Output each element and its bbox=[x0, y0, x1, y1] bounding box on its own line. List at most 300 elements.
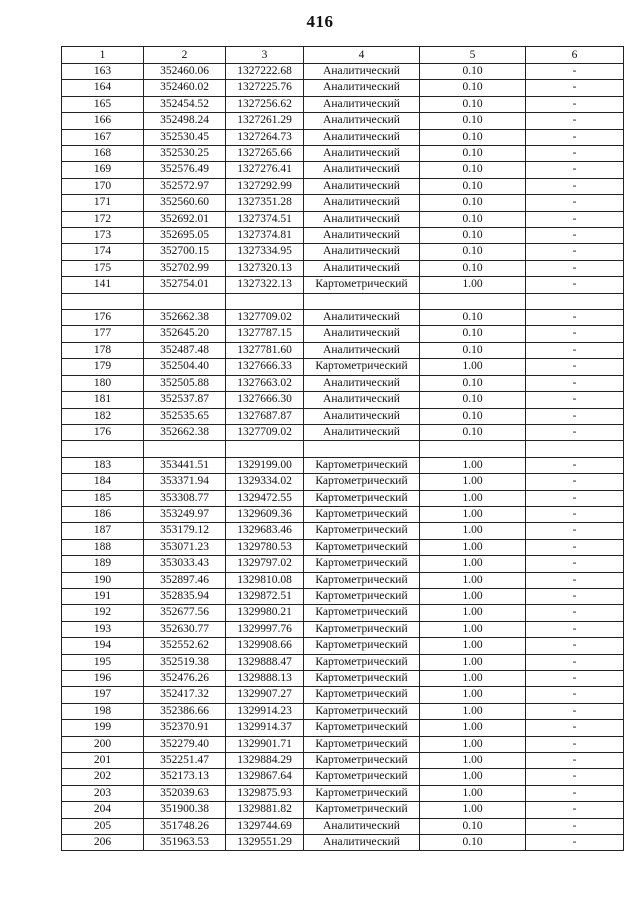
y-coordinate-cell: 1329744.69 bbox=[226, 818, 304, 834]
note-cell: - bbox=[526, 277, 624, 293]
point-number-cell: 192 bbox=[62, 605, 144, 621]
table-row bbox=[62, 195, 624, 211]
accuracy-cell: 1.00 bbox=[420, 556, 526, 572]
note-cell: - bbox=[526, 736, 624, 752]
y-coordinate-cell: 1327666.33 bbox=[226, 359, 304, 375]
table-row bbox=[62, 671, 624, 687]
note-cell bbox=[526, 293, 624, 309]
y-coordinate-cell: 1327264.73 bbox=[226, 129, 304, 145]
table-row bbox=[62, 408, 624, 424]
y-coordinate-cell: 1329472.55 bbox=[226, 490, 304, 506]
note-cell: - bbox=[526, 572, 624, 588]
note-cell: - bbox=[526, 703, 624, 719]
point-number-cell: 171 bbox=[62, 195, 144, 211]
method-cell: Аналитический bbox=[304, 424, 420, 440]
table-row bbox=[62, 129, 624, 145]
note-cell: - bbox=[526, 392, 624, 408]
method-cell: Картометрический bbox=[304, 802, 420, 818]
x-coordinate-cell: 352576.49 bbox=[144, 162, 226, 178]
x-coordinate-cell: 351748.26 bbox=[144, 818, 226, 834]
x-coordinate-cell: 352692.01 bbox=[144, 211, 226, 227]
point-number-cell: 183 bbox=[62, 457, 144, 473]
column-header: 5 bbox=[420, 47, 526, 64]
y-coordinate-cell: 1327265.66 bbox=[226, 146, 304, 162]
y-coordinate-cell: 1327663.02 bbox=[226, 375, 304, 391]
table-row bbox=[62, 474, 624, 490]
table-row bbox=[62, 146, 624, 162]
y-coordinate-cell: 1327334.95 bbox=[226, 244, 304, 260]
y-coordinate-cell: 1329875.93 bbox=[226, 785, 304, 801]
method-cell: Аналитический bbox=[304, 113, 420, 129]
table-row bbox=[62, 835, 624, 851]
note-cell: - bbox=[526, 621, 624, 637]
note-cell: - bbox=[526, 80, 624, 96]
accuracy-cell: 0.10 bbox=[420, 310, 526, 326]
note-cell: - bbox=[526, 769, 624, 785]
point-number-cell: 182 bbox=[62, 408, 144, 424]
x-coordinate-cell: 352702.99 bbox=[144, 260, 226, 276]
method-cell: Аналитический bbox=[304, 835, 420, 851]
table-row bbox=[62, 260, 624, 276]
point-number-cell: 190 bbox=[62, 572, 144, 588]
method-cell: Аналитический bbox=[304, 392, 420, 408]
accuracy-cell: 0.10 bbox=[420, 211, 526, 227]
point-number-cell: 193 bbox=[62, 621, 144, 637]
table-row bbox=[62, 654, 624, 670]
y-coordinate-cell: 1327256.62 bbox=[226, 96, 304, 112]
table-row bbox=[62, 424, 624, 440]
method-cell: Аналитический bbox=[304, 96, 420, 112]
x-coordinate-cell: 352173.13 bbox=[144, 769, 226, 785]
point-number-cell: 202 bbox=[62, 769, 144, 785]
y-coordinate-cell: 1329908.66 bbox=[226, 638, 304, 654]
x-coordinate-cell: 352835.94 bbox=[144, 588, 226, 604]
note-cell: - bbox=[526, 638, 624, 654]
table-row bbox=[62, 80, 624, 96]
note-cell: - bbox=[526, 818, 624, 834]
y-coordinate-cell: 1329884.29 bbox=[226, 753, 304, 769]
accuracy-cell: 0.10 bbox=[420, 244, 526, 260]
column-header: 1 bbox=[62, 47, 144, 64]
point-number-cell: 177 bbox=[62, 326, 144, 342]
method-cell: Аналитический bbox=[304, 310, 420, 326]
y-coordinate-cell: 1327225.76 bbox=[226, 80, 304, 96]
method-cell: Картометрический bbox=[304, 638, 420, 654]
table-row bbox=[62, 572, 624, 588]
accuracy-cell: 1.00 bbox=[420, 753, 526, 769]
point-number-cell: 201 bbox=[62, 753, 144, 769]
method-cell: Аналитический bbox=[304, 211, 420, 227]
accuracy-cell: 0.10 bbox=[420, 178, 526, 194]
y-coordinate-cell: 1327787.15 bbox=[226, 326, 304, 342]
point-number-cell: 191 bbox=[62, 588, 144, 604]
point-number-cell: 200 bbox=[62, 736, 144, 752]
table-row bbox=[62, 64, 624, 80]
method-cell: Аналитический bbox=[304, 326, 420, 342]
accuracy-cell: 0.10 bbox=[420, 424, 526, 440]
point-number-cell: 180 bbox=[62, 375, 144, 391]
method-cell: Картометрический bbox=[304, 687, 420, 703]
method-cell: Картометрический bbox=[304, 621, 420, 637]
note-cell: - bbox=[526, 375, 624, 391]
x-coordinate-cell: 353441.51 bbox=[144, 457, 226, 473]
note-cell: - bbox=[526, 342, 624, 358]
y-coordinate-cell: 1329683.46 bbox=[226, 523, 304, 539]
method-cell: Картометрический bbox=[304, 457, 420, 473]
note-cell: - bbox=[526, 408, 624, 424]
method-cell: Картометрический bbox=[304, 654, 420, 670]
y-coordinate-cell: 1327222.68 bbox=[226, 64, 304, 80]
header-row bbox=[62, 47, 624, 64]
note-cell: - bbox=[526, 129, 624, 145]
accuracy-cell bbox=[420, 441, 526, 457]
method-cell: Картометрический bbox=[304, 539, 420, 555]
point-number-cell: 176 bbox=[62, 310, 144, 326]
x-coordinate-cell: 352487.48 bbox=[144, 342, 226, 358]
accuracy-cell: 0.10 bbox=[420, 342, 526, 358]
table-row bbox=[62, 244, 624, 260]
table-row bbox=[62, 506, 624, 522]
point-number-cell: 203 bbox=[62, 785, 144, 801]
table-row bbox=[62, 178, 624, 194]
note-cell: - bbox=[526, 490, 624, 506]
method-cell: Аналитический bbox=[304, 64, 420, 80]
table-row bbox=[62, 703, 624, 719]
table-row bbox=[62, 211, 624, 227]
point-number-cell: 188 bbox=[62, 539, 144, 555]
table-row bbox=[62, 310, 624, 326]
point-number-cell: 199 bbox=[62, 720, 144, 736]
table-row bbox=[62, 769, 624, 785]
coordinates-table bbox=[61, 46, 624, 851]
x-coordinate-cell: 353033.43 bbox=[144, 556, 226, 572]
accuracy-cell: 1.00 bbox=[420, 359, 526, 375]
point-number-cell: 175 bbox=[62, 260, 144, 276]
method-cell: Картометрический bbox=[304, 572, 420, 588]
method-cell: Аналитический bbox=[304, 178, 420, 194]
accuracy-cell: 1.00 bbox=[420, 736, 526, 752]
table-header bbox=[62, 47, 624, 64]
x-coordinate-cell: 352454.52 bbox=[144, 96, 226, 112]
note-cell bbox=[526, 441, 624, 457]
accuracy-cell: 0.10 bbox=[420, 113, 526, 129]
accuracy-cell: 0.10 bbox=[420, 96, 526, 112]
point-number-cell: 176 bbox=[62, 424, 144, 440]
y-coordinate-cell: 1327351.28 bbox=[226, 195, 304, 211]
point-number-cell: 196 bbox=[62, 671, 144, 687]
x-coordinate-cell: 352572.97 bbox=[144, 178, 226, 194]
y-coordinate-cell: 1329609.36 bbox=[226, 506, 304, 522]
note-cell: - bbox=[526, 720, 624, 736]
method-cell: Картометрический bbox=[304, 671, 420, 687]
point-number-cell: 170 bbox=[62, 178, 144, 194]
method-cell: Аналитический bbox=[304, 162, 420, 178]
x-coordinate-cell: 352530.25 bbox=[144, 146, 226, 162]
x-coordinate-cell: 352460.02 bbox=[144, 80, 226, 96]
y-coordinate-cell: 1329914.37 bbox=[226, 720, 304, 736]
note-cell: - bbox=[526, 687, 624, 703]
accuracy-cell: 0.10 bbox=[420, 80, 526, 96]
note-cell: - bbox=[526, 195, 624, 211]
y-coordinate-cell: 1329199.00 bbox=[226, 457, 304, 473]
y-coordinate-cell: 1329867.64 bbox=[226, 769, 304, 785]
y-coordinate-cell: 1327320.13 bbox=[226, 260, 304, 276]
table-row bbox=[62, 539, 624, 555]
y-coordinate-cell: 1327322.13 bbox=[226, 277, 304, 293]
accuracy-cell: 1.00 bbox=[420, 539, 526, 555]
table-row bbox=[62, 556, 624, 572]
y-coordinate-cell bbox=[226, 441, 304, 457]
note-cell: - bbox=[526, 753, 624, 769]
y-coordinate-cell: 1329551.29 bbox=[226, 835, 304, 851]
x-coordinate-cell: 352417.32 bbox=[144, 687, 226, 703]
note-cell: - bbox=[526, 605, 624, 621]
method-cell bbox=[304, 441, 420, 457]
accuracy-cell: 0.10 bbox=[420, 835, 526, 851]
method-cell: Картометрический bbox=[304, 588, 420, 604]
point-number-cell: 189 bbox=[62, 556, 144, 572]
table-body bbox=[62, 64, 624, 851]
y-coordinate-cell: 1329780.53 bbox=[226, 539, 304, 555]
accuracy-cell: 1.00 bbox=[420, 490, 526, 506]
y-coordinate-cell: 1329881.82 bbox=[226, 802, 304, 818]
y-coordinate-cell: 1327276.41 bbox=[226, 162, 304, 178]
table-row bbox=[62, 638, 624, 654]
table-row bbox=[62, 326, 624, 342]
note-cell: - bbox=[526, 539, 624, 555]
point-number-cell: 195 bbox=[62, 654, 144, 670]
y-coordinate-cell: 1329914.23 bbox=[226, 703, 304, 719]
note-cell: - bbox=[526, 802, 624, 818]
note-cell: - bbox=[526, 474, 624, 490]
point-number-cell: 186 bbox=[62, 506, 144, 522]
accuracy-cell: 1.00 bbox=[420, 785, 526, 801]
y-coordinate-cell: 1329888.13 bbox=[226, 671, 304, 687]
note-cell: - bbox=[526, 113, 624, 129]
note-cell: - bbox=[526, 785, 624, 801]
x-coordinate-cell bbox=[144, 441, 226, 457]
x-coordinate-cell: 353179.12 bbox=[144, 523, 226, 539]
accuracy-cell: 1.00 bbox=[420, 457, 526, 473]
point-number-cell: 198 bbox=[62, 703, 144, 719]
accuracy-cell: 0.10 bbox=[420, 260, 526, 276]
accuracy-cell: 1.00 bbox=[420, 621, 526, 637]
y-coordinate-cell: 1329872.51 bbox=[226, 588, 304, 604]
table-row bbox=[62, 605, 624, 621]
x-coordinate-cell: 352535.65 bbox=[144, 408, 226, 424]
accuracy-cell: 0.10 bbox=[420, 392, 526, 408]
point-number-cell: 141 bbox=[62, 277, 144, 293]
point-number-cell: 179 bbox=[62, 359, 144, 375]
table-row bbox=[62, 293, 624, 309]
accuracy-cell: 1.00 bbox=[420, 588, 526, 604]
y-coordinate-cell: 1327709.02 bbox=[226, 310, 304, 326]
note-cell: - bbox=[526, 326, 624, 342]
x-coordinate-cell: 352662.38 bbox=[144, 424, 226, 440]
accuracy-cell: 1.00 bbox=[420, 277, 526, 293]
accuracy-cell: 1.00 bbox=[420, 687, 526, 703]
x-coordinate-cell: 352476.26 bbox=[144, 671, 226, 687]
method-cell: Аналитический bbox=[304, 342, 420, 358]
point-number-cell: 163 bbox=[62, 64, 144, 80]
x-coordinate-cell: 352505.88 bbox=[144, 375, 226, 391]
accuracy-cell: 1.00 bbox=[420, 572, 526, 588]
x-coordinate-cell: 352552.62 bbox=[144, 638, 226, 654]
x-coordinate-cell: 352695.05 bbox=[144, 228, 226, 244]
table-row bbox=[62, 342, 624, 358]
method-cell: Картометрический bbox=[304, 359, 420, 375]
note-cell: - bbox=[526, 96, 624, 112]
point-number-cell: 167 bbox=[62, 129, 144, 145]
note-cell: - bbox=[526, 146, 624, 162]
point-number-cell: 178 bbox=[62, 342, 144, 358]
x-coordinate-cell: 352897.46 bbox=[144, 572, 226, 588]
point-number-cell: 166 bbox=[62, 113, 144, 129]
method-cell: Картометрический bbox=[304, 703, 420, 719]
point-number-cell: 187 bbox=[62, 523, 144, 539]
y-coordinate-cell: 1327261.29 bbox=[226, 113, 304, 129]
x-coordinate-cell: 352677.56 bbox=[144, 605, 226, 621]
point-number-cell: 206 bbox=[62, 835, 144, 851]
point-number-cell: 173 bbox=[62, 228, 144, 244]
accuracy-cell: 1.00 bbox=[420, 506, 526, 522]
x-coordinate-cell: 352386.66 bbox=[144, 703, 226, 719]
y-coordinate-cell: 1327666.30 bbox=[226, 392, 304, 408]
x-coordinate-cell: 351900.38 bbox=[144, 802, 226, 818]
accuracy-cell: 0.10 bbox=[420, 818, 526, 834]
table-row bbox=[62, 441, 624, 457]
point-number-cell: 168 bbox=[62, 146, 144, 162]
table-row bbox=[62, 359, 624, 375]
method-cell: Аналитический bbox=[304, 146, 420, 162]
method-cell: Картометрический bbox=[304, 490, 420, 506]
x-coordinate-cell: 352630.77 bbox=[144, 621, 226, 637]
point-number-cell bbox=[62, 293, 144, 309]
method-cell: Картометрический bbox=[304, 556, 420, 572]
accuracy-cell: 1.00 bbox=[420, 474, 526, 490]
note-cell: - bbox=[526, 556, 624, 572]
x-coordinate-cell: 352537.87 bbox=[144, 392, 226, 408]
y-coordinate-cell: 1329888.47 bbox=[226, 654, 304, 670]
x-coordinate-cell: 352754.01 bbox=[144, 277, 226, 293]
y-coordinate-cell: 1329907.27 bbox=[226, 687, 304, 703]
note-cell: - bbox=[526, 178, 624, 194]
method-cell: Картометрический bbox=[304, 506, 420, 522]
table-row bbox=[62, 720, 624, 736]
table-row bbox=[62, 523, 624, 539]
point-number-cell bbox=[62, 441, 144, 457]
table-row bbox=[62, 162, 624, 178]
y-coordinate-cell bbox=[226, 293, 304, 309]
note-cell: - bbox=[526, 654, 624, 670]
accuracy-cell: 0.10 bbox=[420, 146, 526, 162]
table-row bbox=[62, 736, 624, 752]
y-coordinate-cell: 1327781.60 bbox=[226, 342, 304, 358]
note-cell: - bbox=[526, 64, 624, 80]
accuracy-cell: 1.00 bbox=[420, 703, 526, 719]
y-coordinate-cell: 1329810.08 bbox=[226, 572, 304, 588]
y-coordinate-cell: 1327292.99 bbox=[226, 178, 304, 194]
method-cell: Картометрический bbox=[304, 523, 420, 539]
point-number-cell: 169 bbox=[62, 162, 144, 178]
x-coordinate-cell: 352700.15 bbox=[144, 244, 226, 260]
accuracy-cell: 1.00 bbox=[420, 671, 526, 687]
y-coordinate-cell: 1327374.81 bbox=[226, 228, 304, 244]
point-number-cell: 185 bbox=[62, 490, 144, 506]
y-coordinate-cell: 1329997.76 bbox=[226, 621, 304, 637]
method-cell: Аналитический bbox=[304, 818, 420, 834]
method-cell: Аналитический bbox=[304, 228, 420, 244]
accuracy-cell: 0.10 bbox=[420, 64, 526, 80]
point-number-cell: 184 bbox=[62, 474, 144, 490]
method-cell: Аналитический bbox=[304, 260, 420, 276]
column-header: 6 bbox=[526, 47, 624, 64]
note-cell: - bbox=[526, 260, 624, 276]
column-header: 4 bbox=[304, 47, 420, 64]
method-cell: Аналитический bbox=[304, 408, 420, 424]
method-cell: Аналитический bbox=[304, 195, 420, 211]
y-coordinate-cell: 1327687.87 bbox=[226, 408, 304, 424]
x-coordinate-cell: 352279.40 bbox=[144, 736, 226, 752]
accuracy-cell: 0.10 bbox=[420, 408, 526, 424]
table-row bbox=[62, 621, 624, 637]
x-coordinate-cell: 352530.45 bbox=[144, 129, 226, 145]
method-cell: Картометрический bbox=[304, 474, 420, 490]
note-cell: - bbox=[526, 671, 624, 687]
x-coordinate-cell: 352560.60 bbox=[144, 195, 226, 211]
table-row bbox=[62, 113, 624, 129]
note-cell: - bbox=[526, 523, 624, 539]
accuracy-cell bbox=[420, 293, 526, 309]
accuracy-cell: 0.10 bbox=[420, 228, 526, 244]
table-row bbox=[62, 375, 624, 391]
x-coordinate-cell: 353071.23 bbox=[144, 539, 226, 555]
method-cell: Аналитический bbox=[304, 244, 420, 260]
accuracy-cell: 1.00 bbox=[420, 654, 526, 670]
table-row bbox=[62, 457, 624, 473]
point-number-cell: 165 bbox=[62, 96, 144, 112]
x-coordinate-cell: 352460.06 bbox=[144, 64, 226, 80]
table-row bbox=[62, 818, 624, 834]
table-row bbox=[62, 392, 624, 408]
point-number-cell: 197 bbox=[62, 687, 144, 703]
note-cell: - bbox=[526, 359, 624, 375]
table-row bbox=[62, 96, 624, 112]
accuracy-cell: 1.00 bbox=[420, 802, 526, 818]
x-coordinate-cell: 353308.77 bbox=[144, 490, 226, 506]
x-coordinate-cell: 353371.94 bbox=[144, 474, 226, 490]
x-coordinate-cell: 352504.40 bbox=[144, 359, 226, 375]
method-cell: Аналитический bbox=[304, 375, 420, 391]
method-cell: Картометрический bbox=[304, 720, 420, 736]
x-coordinate-cell: 351963.53 bbox=[144, 835, 226, 851]
x-coordinate-cell: 353249.97 bbox=[144, 506, 226, 522]
note-cell: - bbox=[526, 588, 624, 604]
note-cell: - bbox=[526, 244, 624, 260]
x-coordinate-cell: 352662.38 bbox=[144, 310, 226, 326]
accuracy-cell: 1.00 bbox=[420, 605, 526, 621]
note-cell: - bbox=[526, 310, 624, 326]
note-cell: - bbox=[526, 457, 624, 473]
note-cell: - bbox=[526, 424, 624, 440]
accuracy-cell: 0.10 bbox=[420, 326, 526, 342]
x-coordinate-cell: 352645.20 bbox=[144, 326, 226, 342]
accuracy-cell: 0.10 bbox=[420, 375, 526, 391]
y-coordinate-cell: 1327709.02 bbox=[226, 424, 304, 440]
x-coordinate-cell: 352519.38 bbox=[144, 654, 226, 670]
note-cell: - bbox=[526, 506, 624, 522]
table-row bbox=[62, 228, 624, 244]
